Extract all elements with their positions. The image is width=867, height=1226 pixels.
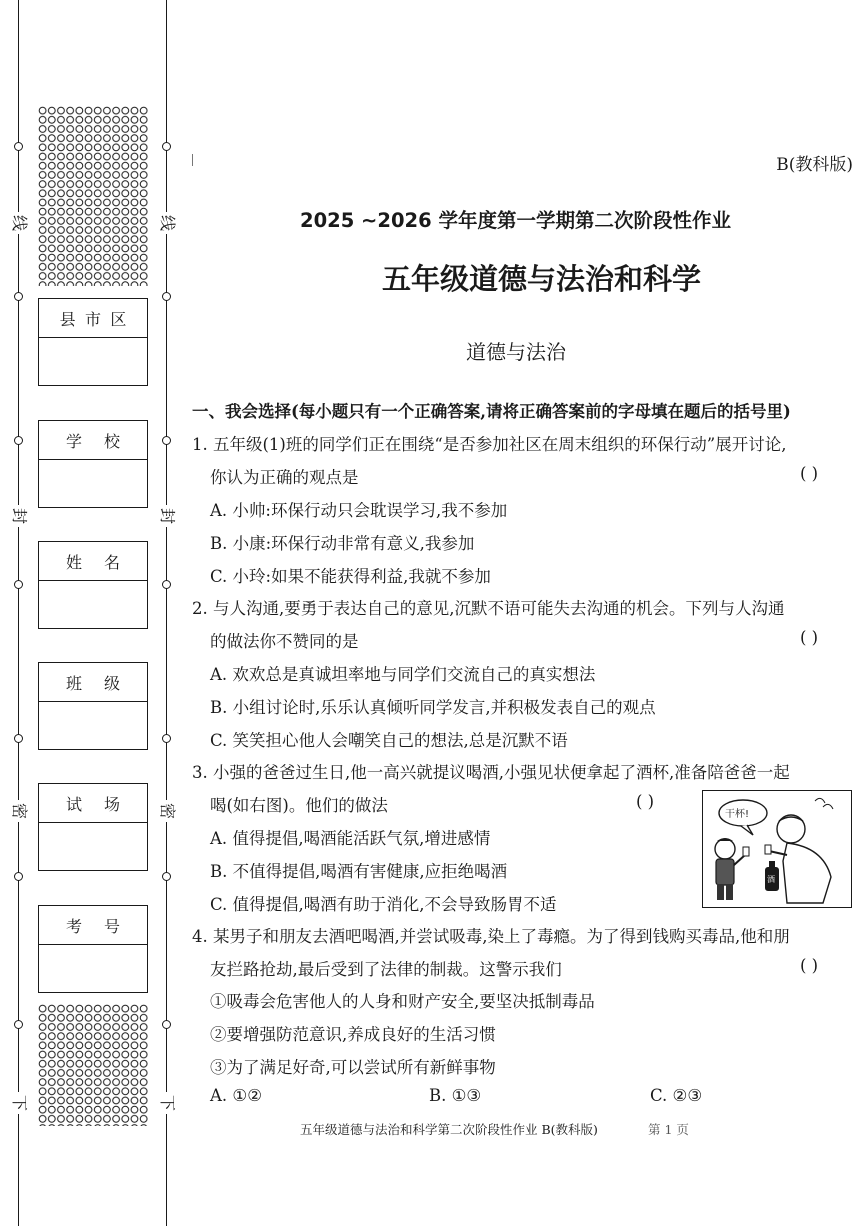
info-label: 县 市 区 xyxy=(39,299,147,338)
info-label: 试 场 xyxy=(39,784,147,823)
page-number: 第 1 页 xyxy=(648,1122,689,1137)
question-4-option-c: C. ②③ xyxy=(650,1086,703,1105)
ring-marker xyxy=(162,580,171,589)
info-box-school[interactable] xyxy=(38,420,148,508)
question-3-option-c: C. 值得提倡,喝酒有助于消化,不会导致肠胃不适 xyxy=(210,895,557,914)
bottle-label: 酒 xyxy=(767,875,775,884)
question-1-stem-line: 1. 五年级(1)班的同学们正在围绕“是否参加社区在周末组织的环保行动”展开讨论, xyxy=(192,435,787,454)
info-label: 姓 名 xyxy=(39,542,147,581)
binding-line-left xyxy=(18,0,19,1226)
binding-label: 密 xyxy=(8,800,30,822)
binding-label: 下 xyxy=(156,1092,178,1114)
binding-label: 封 xyxy=(8,505,30,527)
term-title: 2025 ~2026 学年度第一学期第二次阶段性作业 xyxy=(300,209,731,232)
footer-text: 五年级道德与法治和科学第二次阶段性作业 B(教科版) xyxy=(300,1122,598,1137)
question-2-option-b: B. 小组讨论时,乐乐认真倾听同学发言,并积极发表自己的观点 xyxy=(210,698,656,717)
question-4-stem-line: 4. 某男子和朋友去酒吧喝酒,并尝试吸毒,染上了毒瘾。为了得到钱购买毒品,他和朋 xyxy=(192,927,790,946)
question-1-option-a: A. 小帅:环保行动只会耽误学习,我不参加 xyxy=(210,501,508,520)
question-3-option-b: B. 不值得提倡,喝酒有害健康,应拒绝喝酒 xyxy=(210,862,508,881)
question-2-stem-line: 2. 与人沟通,要勇于表达自己的意见,沉默不语可能失去沟通的机会。下列与人沟通 xyxy=(192,599,785,618)
question-3-stem-line: 3. 小强的爸爸过生日,他一高兴就提议喝酒,小强见状便拿起了酒杯,准备陪爸爸一起 xyxy=(192,763,790,782)
binding-label: 下 xyxy=(8,1092,30,1114)
info-box-class[interactable] xyxy=(38,662,148,750)
ring-marker xyxy=(162,872,171,881)
ring-marker xyxy=(14,872,23,881)
ring-marker xyxy=(14,734,23,743)
dot-pattern-top xyxy=(38,106,148,286)
question-2-option-c: C. 笑笑担心他人会嘲笑自己的想法,总是沉默不语 xyxy=(210,731,568,750)
question-4-statement-3: ③为了满足好奇,可以尝试所有新鲜事物 xyxy=(210,1058,496,1077)
speech-bubble-text: 干杯! xyxy=(725,809,750,820)
question-1-stem-line: 你认为正确的观点是 xyxy=(210,468,359,487)
ring-marker xyxy=(162,1020,171,1029)
info-label: 学 校 xyxy=(39,421,147,460)
ring-marker xyxy=(14,580,23,589)
answer-paren[interactable]: ( ) xyxy=(800,628,819,647)
ring-marker xyxy=(162,142,171,151)
info-box-exam-number[interactable] xyxy=(38,905,148,993)
question-4-statement-2: ②要增强防范意识,养成良好的生活习惯 xyxy=(210,1025,496,1044)
binding-label: 线 xyxy=(156,212,178,234)
info-label: 考 号 xyxy=(39,906,147,945)
dot-pattern-bottom xyxy=(38,1004,148,1126)
answer-paren[interactable]: ( ) xyxy=(636,792,655,811)
question-4-stem-line: 友拦路抢劫,最后受到了法律的制裁。这警示我们 xyxy=(210,960,562,979)
question-4-statement-1: ①吸毒会危害他人的人身和财产安全,要坚决抵制毒品 xyxy=(210,992,595,1011)
answer-paren[interactable]: ( ) xyxy=(800,464,819,483)
ring-marker xyxy=(162,292,171,301)
question-3-stem-line: 喝(如右图)。他们的做法 xyxy=(210,796,388,815)
info-box-name[interactable] xyxy=(38,541,148,629)
ring-marker xyxy=(162,436,171,445)
subject-title: 五年级道德与法治和科学 xyxy=(382,262,702,296)
ring-marker xyxy=(14,436,23,445)
question-4-option-a: A. ①② xyxy=(210,1086,262,1105)
question-1-option-c: C. 小玲:如果不能获得利益,我就不参加 xyxy=(210,567,491,586)
binding-label: 封 xyxy=(156,505,178,527)
binding-label: 线 xyxy=(8,212,30,234)
ring-marker xyxy=(162,734,171,743)
question-2-stem-line: 的做法你不赞同的是 xyxy=(210,632,359,651)
ring-marker xyxy=(14,142,23,151)
ring-marker xyxy=(14,292,23,301)
part-one-heading: 一、我会选择(每小题只有一个正确答案,请将正确答案前的字母填在题后的括号里) xyxy=(192,402,791,421)
ring-marker xyxy=(14,1020,23,1029)
info-box-county[interactable] xyxy=(38,298,148,386)
question-2-option-a: A. 欢欢总是真诚坦率地与同学们交流自己的真实想法 xyxy=(210,665,596,684)
info-label: 班 级 xyxy=(39,663,147,702)
section-title: 道德与法治 xyxy=(466,340,566,364)
binding-line-right xyxy=(166,0,167,1226)
info-box-exam-room[interactable] xyxy=(38,783,148,871)
cartoon-illustration xyxy=(702,790,852,908)
scan-tick xyxy=(192,154,193,166)
question-1-option-b: B. 小康:环保行动非常有意义,我参加 xyxy=(210,534,475,553)
question-3-option-a: A. 值得提倡,喝酒能活跃气氛,增进感情 xyxy=(210,829,491,848)
binding-label: 密 xyxy=(156,800,178,822)
answer-paren[interactable]: ( ) xyxy=(800,956,819,975)
edition-label: B(教科版) xyxy=(776,155,853,175)
question-4-option-b: B. ①③ xyxy=(429,1086,482,1105)
